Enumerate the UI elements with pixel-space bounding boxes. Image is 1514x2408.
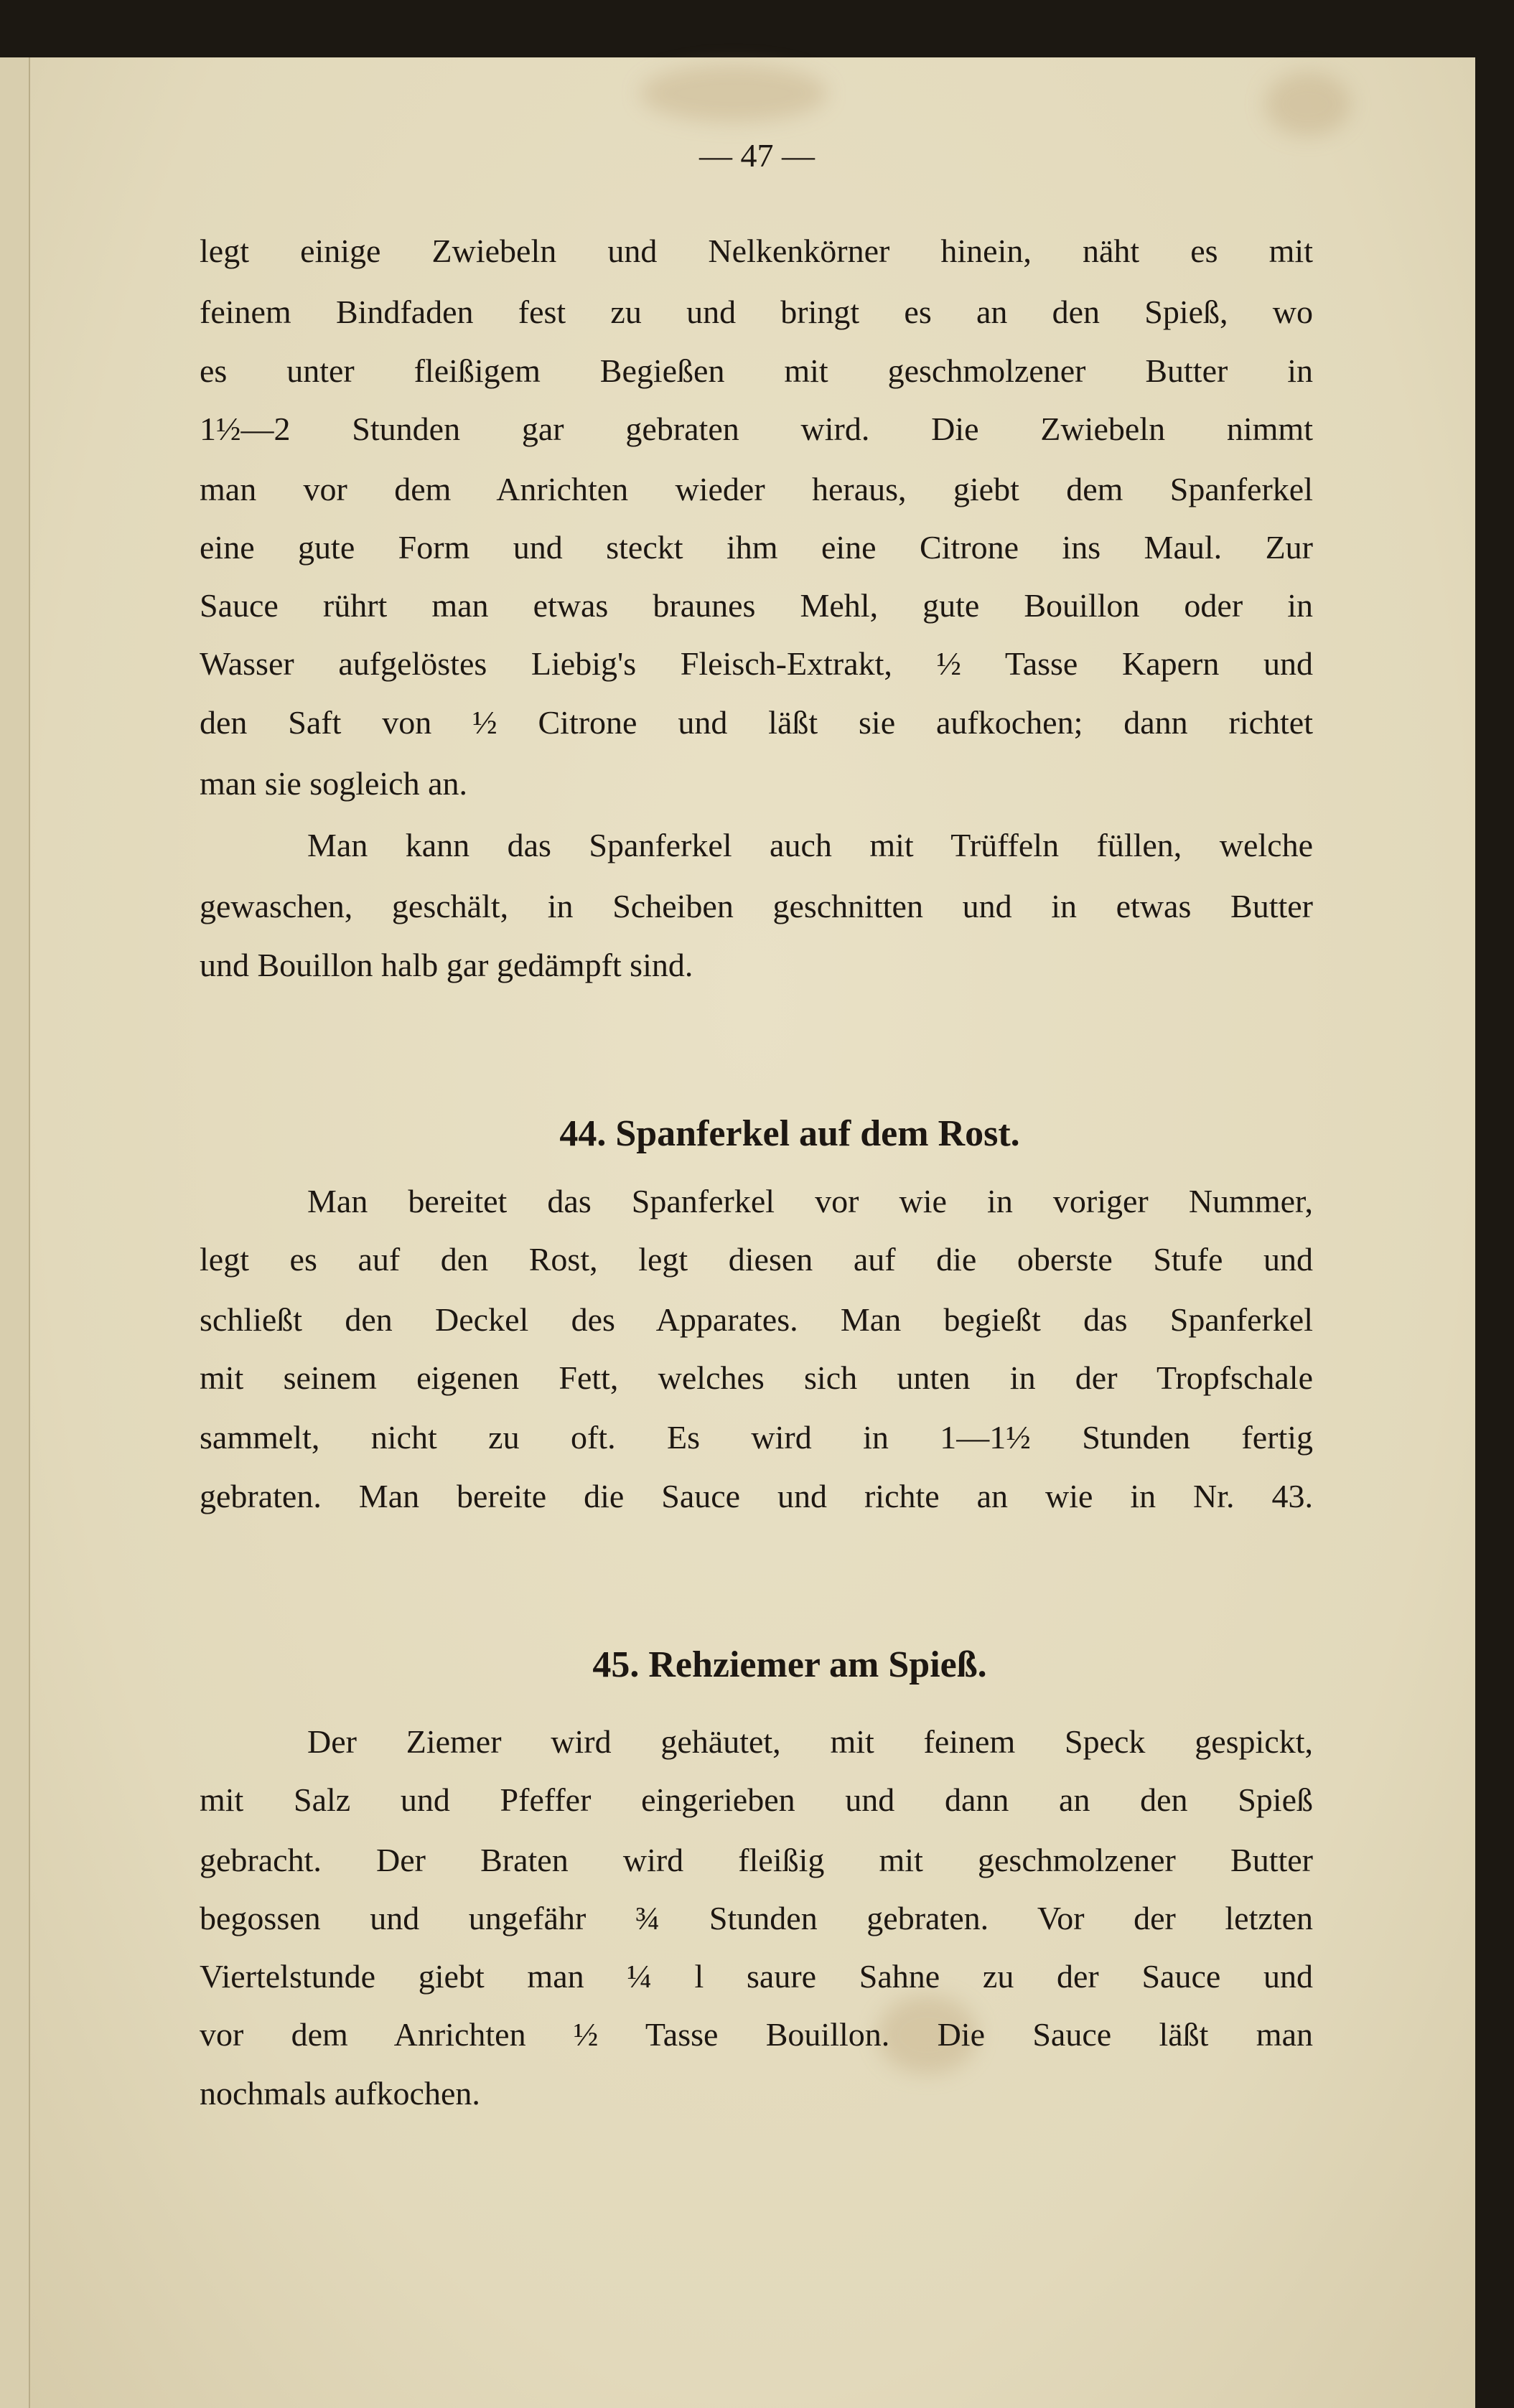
text-line: mit seinem eigenen Fett, welches sich unten in der Tropfschale [200,1359,1313,1396]
text-line: gewaschen, geschält, in Scheiben geschnitten und in etwas Butter [200,888,1313,924]
text-line: man vor dem Anrichten wieder heraus, giebt dem Spanferkel [200,471,1313,507]
text-line: gebracht. Der Braten wird fleißig mit geschmolzener Butter [200,1842,1313,1878]
section-heading-44: 44. Spanferkel auf dem Rost. [559,1113,1020,1154]
text-line: 1½—2 Stunden gar gebraten wird. Die Zwiebeln nimmt [200,411,1313,447]
text-line: sammelt, nicht zu oft. Es wird in 1—1½ Stunden fertig [200,1419,1313,1456]
text-line: und Bouillon halb gar gedämpft sind. [200,947,693,983]
text-line: mit Salz und Pfeffer eingerieben und dann an den Spieß [200,1781,1313,1818]
text-line: legt es auf den Rost, legt diesen auf die oberste Stufe und [200,1241,1313,1278]
text-line: eine gute Form und steckt ihm eine Citrone ins Maul. Zur [200,529,1313,566]
text-line: Man bereitet das Spanferkel vor wie in voriger Nummer, [307,1183,1313,1219]
text-line: feinem Bindfaden fest zu und bringt es an den Spieß, wo [200,294,1313,330]
text-line: Man kann das Spanferkel auch mit Trüffeln füllen, welche [307,827,1313,863]
text-line: Der Ziemer wird gehäutet, mit feinem Speck gespickt, [307,1723,1313,1760]
text-line: den Saft von ½ Citrone und läßt sie aufkochen; dann richtet [200,704,1313,741]
text-line: Sauce rührt man etwas braunes Mehl, gute Bouillon oder in [200,587,1313,624]
text-line: vor dem Anrichten ½ Tasse Bouillon. Die Sauce läßt man [200,2016,1313,2053]
text-line: es unter fleißigem Begießen mit geschmolzener Butter in [200,352,1313,389]
stain [1265,72,1351,136]
text-line: nochmals aufkochen. [200,2075,480,2112]
text-line: schließt den Deckel des Apparates. Man begießt das Spanferkel [200,1301,1313,1338]
text-line: gebraten. Man bereite die Sauce und richte an wie in Nr. 43. [200,1478,1313,1514]
section-heading-45: 45. Rehziemer am Spieß. [592,1644,987,1685]
page-number: — 47 — [699,137,815,174]
text-line: begossen und ungefähr ¾ Stunden gebraten. Vor der letzten [200,1900,1313,1936]
text-line: Viertelstunde giebt man ¼ l saure Sahne zu der Sauce und [200,1958,1313,1995]
text-line: man sie sogleich an. [200,765,468,802]
previous-page-edge [0,57,30,2408]
text-line: legt einige Zwiebeln und Nelkenkörner hinein, näht es mit [200,233,1313,269]
stain [640,65,827,122]
text-line: Wasser aufgelöstes Liebig's Fleisch-Extrakt, ½ Tasse Kapern und [200,645,1313,682]
